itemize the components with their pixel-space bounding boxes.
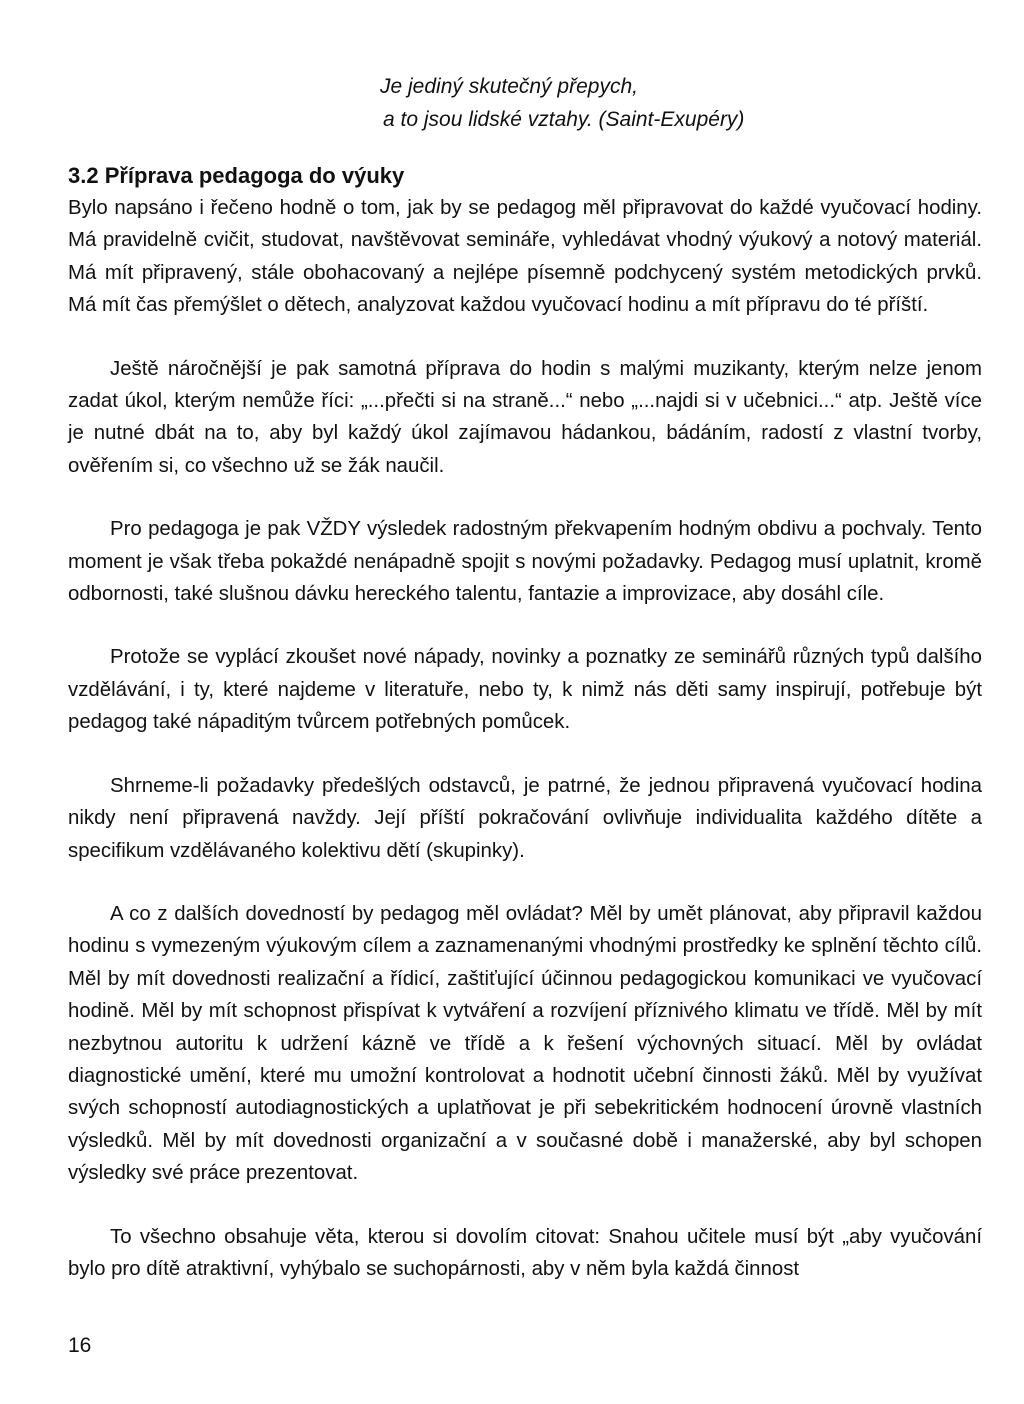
paragraph-1: Bylo napsáno i řečeno hodně o tom, jak by se pedagog měl připravovat do každé vyučovací hodiny. Má pravidelně cvičit, studovat, navštěvovat semináře, vyhledávat vhodný výukový a notový materiál. Má mít připravený, stále obohacovaný a nejlépe písemně podchycený systém metodických prvků. Má mít čas přemýšlet o dětech, analyzovat každou vyučovací hodinu a mít přípravu do té příští.	[68, 197, 982, 317]
paragraph-5: Shrneme-li požadavky předešlých odstavců, je patrné, že jednou připravená vyučovací hodina nikdy není připravená navždy. Její příští pokračování ovlivňuje individualita každého dítěte a specifikum vzdělávaného kolektivu dětí (skupinky).	[68, 774, 982, 862]
body-text	[68, 192, 982, 1316]
paragraph-7: To všechno obsahuje věta, kterou si dovolím citovat: Snahou učitele musí být „aby vyučování bylo pro dítě atraktivní, vyhýbalo se suchopárnosti, aby v něm byla každá činnost	[68, 1225, 982, 1280]
paragraph-3: Pro pedagoga je pak VŽDY výsledek radostným překvapením hodným obdivu a pochvaly. Tento moment je však třeba pokaždé nenápadně spojit s novými požadavky. Pedagog musí uplatnit, kromě odbornosti, také slušnou dávku hereckého talentu, fantazie a improvizace, aby dosáhl cíle.	[68, 518, 982, 606]
paragraph-4: Protože se vyplácí zkoušet nové nápady, novinky a poznatky ze seminářů různých typů dalšího vzdělávání, i ty, které najdeme v literatuře, nebo ty, k nimž nás děti samy inspirují, potřebuje být pedagog také nápaditým tvůrcem potřebných pomůcek.	[68, 646, 982, 734]
epigraph-quote	[380, 70, 744, 136]
paragraph-6: A co z dalších dovedností by pedagog měl ovládat? Měl by umět plánovat, aby připravil každou hodinu s vymezeným výukovým cílem a zaznamenanými vhodnými prostředky ke splnění těchto cílů. Měl by mít dovednosti realizační a řídicí, zaštiťující účinnou pedagogickou komunikaci ve vyučovací hodině. Měl by mít schopnost přispívat k vytváření a rozvíjení příznivého klimatu ve třídě. Měl by mít nezbytnou autoritu k udržení kázně ve třídě a k řešení výchovných situací. Měl by ovládat diagnostické umění, které mu umožní kontrolovat a hodnotit učební činnosti žáků. Měl by využívat svých schopností autodiagnostických a uplatňovat je při sebekritickém hodnocení úrovně vlastních výsledků. Měl by mít dovednosti organizační a v současné době i manažerské, aby byl schopen výsledky své práce prezentovat.	[68, 902, 982, 1185]
paragraph-2: Ještě náročnější je pak samotná příprava do hodin s malými muzikanty, kterým nelze jenom zadat úkol, kterým nemůže říci: „...přečti si na straně...“ nebo „...najdi si v učebnici...“ atp. Ještě více je nutné dbát na to, aby byl každý úkol zajímavou hádankou, bádáním, radostí z vlastní tvorby, ověřením si, co všechno už se žák naučil.	[68, 357, 982, 477]
epigraph-line-1: Je jediný skutečný přepych,	[380, 75, 638, 98]
page-number: 16	[68, 1334, 92, 1357]
section-heading: 3.2 Příprava pedagoga do výuky	[68, 163, 405, 188]
epigraph-line-2: a to jsou lidské vztahy. (Saint-Exupéry)	[383, 108, 745, 131]
